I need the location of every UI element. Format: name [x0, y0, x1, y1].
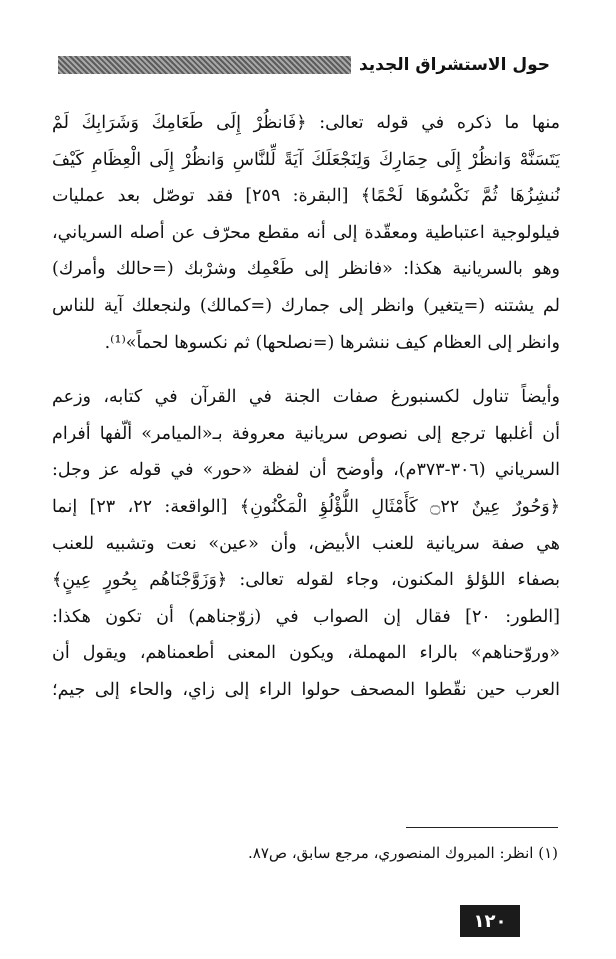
text-line: بصفاء اللؤلؤ المكنون، وجاء لقوله تعالى: ﴿وَزَوَّجْنَاهُم بِحُورٍ عِينٍ﴾ [52, 570, 560, 591]
text-line: [الطور: ٢٠] فقال إن الصواب في (زوّجناهم) أن تكون هكذا: [52, 606, 560, 627]
footnote-divider [406, 827, 558, 828]
page-number-badge [460, 905, 520, 937]
text-line: وأيضاً تناول لكسنبورغ صفات الجنة في القرآن في كتابه، وزعم [52, 387, 560, 408]
text-line: منها ما ذكره في قوله تعالى: ﴿فَانظُرْ إِلَى طَعَامِكَ وَشَرَابِكَ لَمْ [52, 113, 560, 133]
text-line: وانظر إلى العظام كيف ننشرها (=نصلحها) ثم نكسوها لحماً»⁽¹⁾. [104, 332, 560, 353]
footnote: (١) انظر: المبروك المنصوري، مرجع سابق، ص٨٧. [248, 844, 558, 862]
text-line: العرب حين نقّطوا المصحف حولوا الراء إلى زاي، والحاء إلى جيم؛ [52, 679, 560, 700]
text-line: فيلولوجية اعتباطية ومعقّدة إلى أنه مقطع محرّف عن أصله السرياني، [52, 222, 560, 243]
text-line: هي صفة سريانية للعنب الأبيض، وأن «عين» نعت وتشبيه للعنب [52, 533, 560, 554]
text-line: أن أغلبها ترجع إلى نصوص سريانية معروفة بـ«الميامر» ألّفها أفرام [52, 423, 560, 444]
text-line: السرياني (٣٠٦-٣٧٣م)، وأوضح أن لفظة «حور» في قوله عز وجل: [52, 460, 560, 481]
paragraph-1 [52, 105, 560, 361]
text-line: ﴿وَحُورٌ عِينٌ ۝٢٢ كَأَمْثَالِ اللُّؤْلُؤِ الْمَكْنُونِ﴾ [الواقعة: ٢٢، ٢٣] إنما [52, 496, 560, 517]
body-text [52, 105, 560, 709]
paragraph-2 [52, 379, 560, 708]
header-hatched-bar [58, 56, 351, 74]
text-line: وهو بالسريانية هكذا: «فانظر إلى طَعْمِك وشرْبك (=حالك وأمرك) [52, 259, 560, 280]
page-number: ١٢٠ [473, 910, 507, 932]
text-line: لم يشتنه (=يتغير) وانظر إلى جمارك (=كمالك) ولنجعلك آية للناس [52, 295, 560, 316]
text-line: نُنشِزُهَا ثُمَّ نَكْسُوهَا لَحْمًا﴾ [البقرة: ٢٥٩] فقد توصّل بعد عمليات [52, 186, 560, 207]
text-line: يَتَسَنَّهْ وَانظُرْ إِلَى حِمَارِكَ وَلِنَجْعَلَكَ آيَةً لِّلنَّاسِ وَانظُرْ إِلَى الْعِظَامِ كَيْفَ [52, 149, 560, 170]
running-header [58, 52, 550, 78]
text-line: «وروّحناهم» بالراء المهملة، ويكون المعنى أطعمناهم، ويقول أن [52, 643, 560, 664]
running-header-title: حول الاستشراق الجديد [351, 55, 550, 75]
